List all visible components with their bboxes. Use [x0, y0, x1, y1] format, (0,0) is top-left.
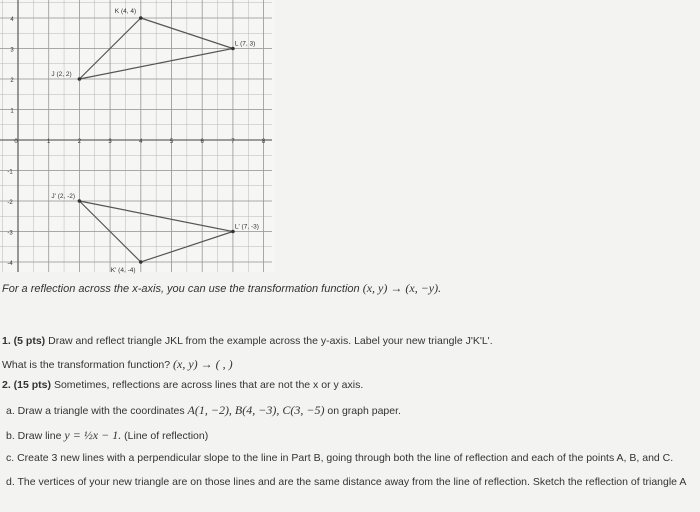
question-2a [6, 403, 401, 418]
intro-sentence: For a reflection across the x-axis, you can use the transformation function [2, 283, 360, 295]
vertex-point [139, 260, 143, 264]
x-tick-label: 4 [139, 139, 143, 145]
x-tick-label: 7 [231, 139, 235, 145]
x-tick-label: 6 [200, 139, 204, 145]
question-2b-text: b. Draw line [6, 430, 62, 442]
question-1 [2, 335, 493, 347]
vertex-label: L (7, 3) [234, 40, 256, 48]
x-tick-label: 2 [77, 139, 82, 145]
vertex-label: K (4, 4) [114, 8, 137, 15]
question-2b-math: y = ½x − 1. [64, 428, 122, 442]
y-tick-label: -3 [7, 230, 13, 237]
vertex-point [78, 199, 82, 203]
question-1-function-math: (x, y) → ( , ) [173, 357, 233, 371]
y-tick-label: 2 [10, 78, 14, 84]
x-tick-label: 5 [169, 139, 174, 145]
question-2-text: Sometimes, reflections are across lines that are not the x or y axis. [53, 379, 364, 391]
intro-formula: (x, y) → (x, −y). [362, 281, 442, 295]
question-2-points: 2. (15 pts) [2, 379, 52, 391]
y-tick-label: -4 [7, 261, 13, 267]
intro-text [2, 281, 441, 296]
y-tick-label: 4 [10, 17, 14, 23]
question-2a-tail: on graph paper. [327, 405, 401, 417]
x-tick-label: 1 [47, 139, 51, 145]
x-tick-label: 0 [14, 139, 18, 145]
vertex-label: L' (7, -3) [234, 223, 259, 231]
y-tick-label: 3 [10, 47, 14, 54]
question-2d: d. The vertices of your new triangle are on those lines and are the same distance away from the line of reflection. Sketch the reflection of triangle A [6, 476, 687, 488]
question-1-points: 1. (5 pts) [2, 335, 46, 347]
vertex-point [78, 77, 82, 81]
x-tick-label: 8 [261, 139, 266, 145]
question-2b [6, 428, 208, 443]
question-1-function-text: What is the transformation function? [2, 359, 171, 371]
vertex-label: J (2, 2) [51, 71, 72, 78]
vertex-label: K' (4, -4) [110, 267, 136, 274]
vertex-point [139, 16, 143, 20]
question-2b-tail: (Line of reflection) [124, 430, 209, 442]
question-2a-math: A(1, −2), B(4, −3), C(3, −5) [187, 403, 325, 417]
y-tick-label: -1 [7, 169, 13, 176]
x-tick-label: 3 [108, 139, 112, 145]
question-2c: c. Create 3 new lines with a perpendicular slope to the line in Part B, going through both the line of reflection and each of the points A, B, and C. [6, 452, 674, 464]
y-tick-label: -2 [7, 200, 13, 206]
question-2 [2, 379, 363, 391]
question-1-text: Draw and reflect triangle JKL from the example across the y-axis. Label your new triangle J'K'L'. [48, 335, 493, 347]
question-1-function [2, 357, 233, 372]
vertex-label: J' (2, -2) [51, 193, 76, 200]
question-2a-text: a. Draw a triangle with the coordinates [6, 405, 185, 417]
y-tick-label: 1 [10, 108, 14, 115]
